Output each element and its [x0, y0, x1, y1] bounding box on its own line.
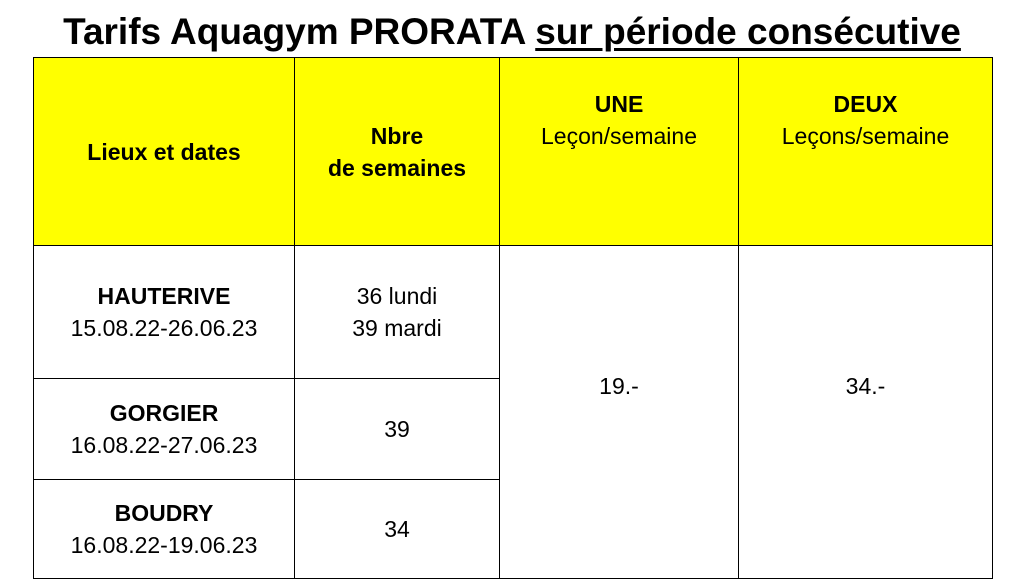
cell-semaines: 36 lundi 39 mardi: [295, 246, 500, 379]
cell-prix-une: 19.-: [500, 246, 739, 579]
cell-prix-deux: 34.-: [739, 246, 993, 579]
header-semaines: Nbre de semaines: [295, 58, 500, 246]
title-prefix: Tarifs Aquagym PRORATA: [63, 11, 536, 52]
page-title: [0, 6, 1024, 58]
cell-lieu: BOUDRY 16.08.22-19.06.23: [34, 480, 295, 579]
header-une-lecon: UNE Leçon/semaine: [500, 58, 739, 246]
cell-lieu: HAUTERIVE 15.08.22-26.06.23: [34, 246, 295, 379]
cell-lieu: GORGIER 16.08.22-27.06.23: [34, 379, 295, 480]
cell-semaines: 34: [295, 480, 500, 579]
header-deux-lecons: DEUX Leçons/semaine: [739, 58, 993, 246]
title-underlined: sur période consécutive: [535, 11, 961, 52]
tariff-table: [33, 57, 993, 579]
header-lieux: Lieux et dates: [34, 58, 295, 246]
table-row: [34, 246, 993, 379]
cell-semaines: 39: [295, 379, 500, 480]
header-row: [34, 58, 993, 246]
